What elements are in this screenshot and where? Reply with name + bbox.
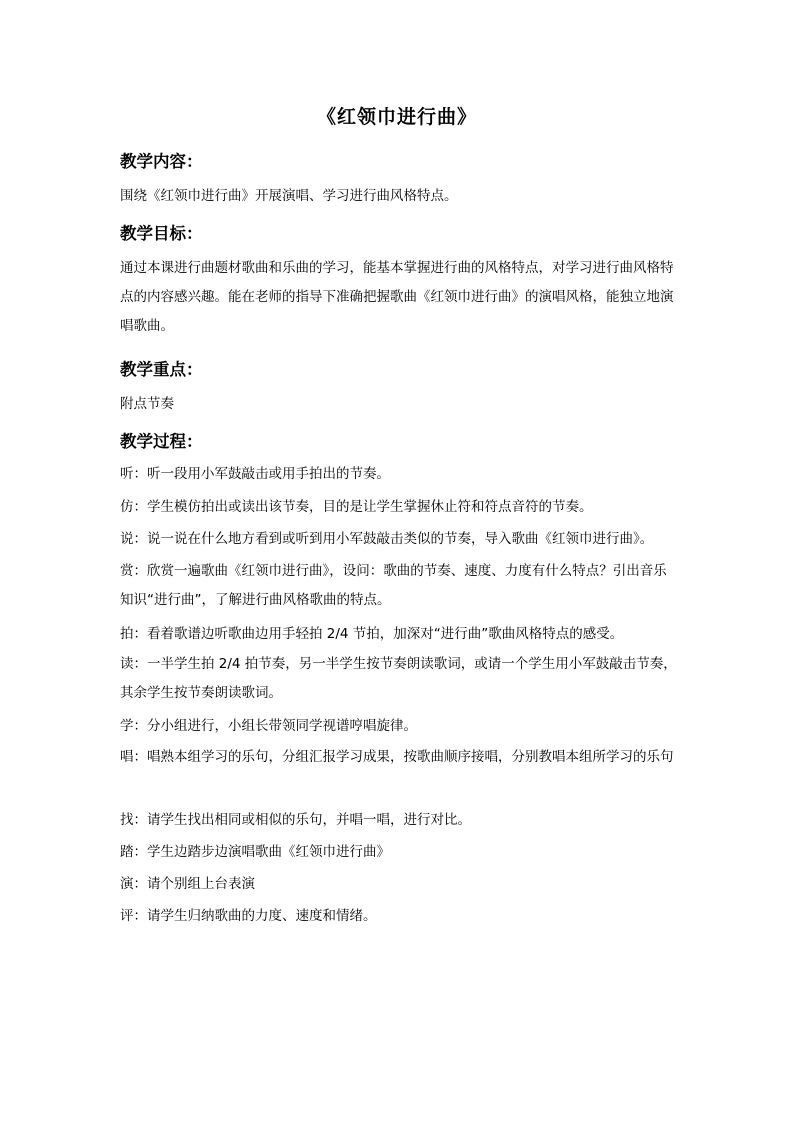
process-item-clap: 拍：看着歌谱边听歌曲边用手轻拍 2/4 节拍，加深对“进行曲”歌曲风格特点的感受。: [120, 626, 624, 642]
document-title: 《红领巾进行曲》: [316, 106, 477, 128]
process-item-say: 说：说一说在什么地方看到或听到用小军鼓敲击类似的节奏，导入歌曲《红领巾进行曲》。: [120, 531, 654, 547]
process-item-find: 找：请学生找出相同或相似的乐句，并唱一唱，进行对比。: [120, 812, 471, 828]
process-item-appreciate: 赏：欣赏一遍歌曲《红领巾进行曲》，设问：歌曲的节奏、速度、力度有什么特点？引出音乐知识“进行曲”，了解进行曲风格歌曲的特点。: [120, 563, 667, 608]
process-item-sing: 唱：唱熟本组学习的乐句，分组汇报学习成果，按歌曲顺序接唱，分别教唱本组所学习的乐句: [120, 749, 674, 765]
section-text-content: 围绕《红领巾进行曲》开展演唱、学习进行曲风格特点。: [120, 188, 458, 204]
section-heading-key-points: 教学重点：: [120, 360, 203, 379]
process-item-read: 读：一半学生拍 2/4 拍节奏，另一半学生按节奏朗读歌词，或请一个学生用小军鼓敲击节奏，其余学生按节奏朗读歌词。: [120, 656, 677, 701]
process-item-imitate: 仿：学生模仿拍出或读出该节奏，目的是让学生掌握休止符和符点音符的节奏。: [120, 499, 593, 515]
process-item-march: 踏：学生边踏步边演唱歌曲《红领巾进行曲》: [120, 844, 390, 860]
section-heading-process: 教学过程：: [120, 432, 203, 451]
process-item-evaluate: 评：请学生归纳歌曲的力度、速度和情绪。: [120, 908, 377, 924]
process-item-perform: 演：请个别组上台表演: [120, 876, 255, 892]
section-heading-goals: 教学目标：: [120, 224, 203, 243]
process-item-learn: 学：分小组进行，小组长带领同学视谱哼唱旋律。: [120, 718, 417, 734]
process-item-listen: 听：听一段用小军鼓敲击或用手拍出的节奏。: [120, 466, 390, 482]
section-heading-content: 教学内容：: [120, 152, 203, 171]
section-text-goals: 通过本课进行曲题材歌曲和乐曲的学习，能基本掌握进行曲的风格特点，对学习进行曲风格特点的内容感兴趣。能在老师的指导下准确把握歌曲《红领巾进行曲》的演唱风格，能独立地演唱歌曲。: [120, 260, 674, 334]
section-text-key-points: 附点节奏: [120, 396, 174, 412]
